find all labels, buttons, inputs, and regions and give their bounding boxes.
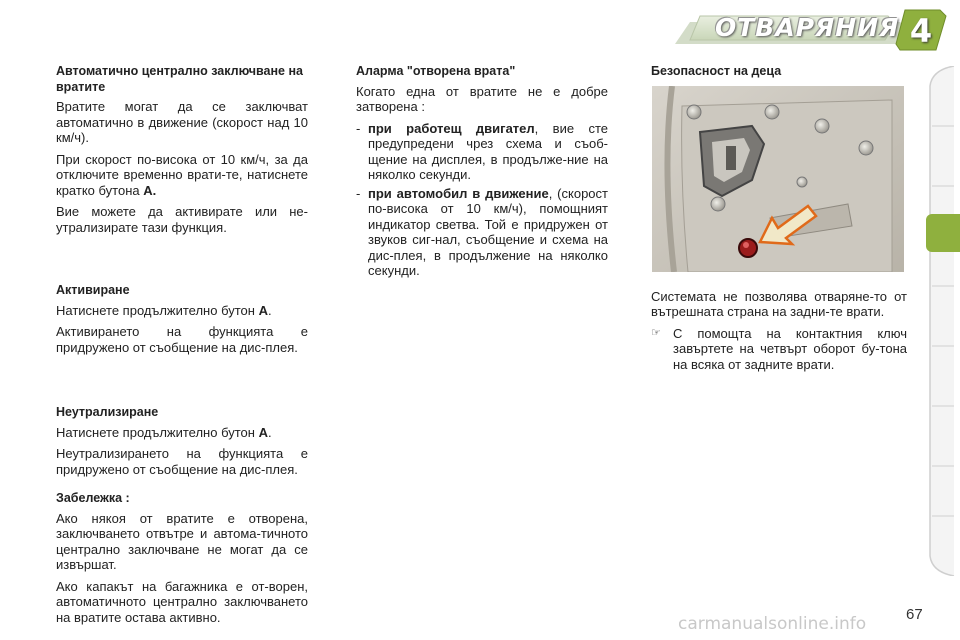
- paragraph: [56, 303, 308, 319]
- paragraph: Системата не позволява отваряне-то от вътрешната страна на задни-те врати.: [651, 288, 907, 319]
- section-title-activation: Активиране: [56, 283, 130, 297]
- paragraph: [56, 152, 308, 199]
- bold-term: при работещ двигател: [368, 120, 535, 136]
- section-title-child-safety: Безопасност на деца: [651, 64, 782, 78]
- chapter-sidebar: [926, 66, 956, 576]
- paragraph: [56, 425, 308, 441]
- button-ref: A: [258, 302, 268, 318]
- section-title-door-alarm: Аларма "отворена врата": [356, 64, 516, 78]
- paragraph: Активирането на функцията е придружено от съобщение на дис-плея.: [56, 324, 308, 355]
- section-title-note: Забележка :: [56, 491, 130, 505]
- list-item: [356, 186, 608, 279]
- paragraph: Вие можете да активирате или не-утрализирате тази функция.: [56, 204, 308, 235]
- bold-term: при автомобил в движение: [368, 185, 549, 201]
- text: При скорост по-висока от 10 км/ч, за да отключите временно врати-те, натиснете кратко бутона: [56, 151, 308, 198]
- text: , (скорост по-висока от 10 км/ч), помощният индикатор светва. Той е придружен от звуков сиг-нал, съобщение и схема на дис-плея, в продължение на няколко секунди.: [368, 185, 608, 278]
- paragraph: Ако някоя от вратите е отворена, заключването отвътре и автома-тичното централно заключване не могат да се извършат.: [56, 510, 308, 572]
- paragraph: Вратите могат да се заключват автоматично в движение (скорост над 10 км/ч).: [56, 99, 308, 145]
- list-text: [368, 121, 608, 183]
- list-text: [368, 186, 608, 279]
- page-number: 67: [906, 606, 923, 623]
- list-item: [356, 121, 608, 183]
- button-ref: A: [258, 424, 268, 440]
- paragraph: Когато една от вратите не е добре затворена :: [356, 83, 608, 114]
- watermark: carmanualsonline.info: [678, 614, 867, 634]
- button-ref: A.: [143, 182, 157, 198]
- text: .: [267, 302, 272, 318]
- section-title-auto-locking: Автоматично централно заключване на вратите: [56, 64, 303, 94]
- text: .: [267, 424, 272, 440]
- column-middle: [356, 64, 608, 282]
- text: Натиснете продължително бутон: [56, 302, 259, 318]
- paragraph: Неутрализирането на функцията е придружено от съобщение на дис-плея.: [56, 446, 308, 477]
- text: Натиснете продължително бутон: [56, 424, 259, 440]
- dash-marker: -: [356, 120, 361, 136]
- chapter-tab-active: [926, 214, 960, 252]
- page-header: [0, 0, 960, 56]
- hand-pointer-icon: ☞: [651, 326, 661, 339]
- chapter-number: 4: [909, 12, 933, 50]
- text: , вие сте предупредени чрез схема и съоб-щение на дисплея, в продълже-ние на няколко секунди.: [368, 120, 608, 182]
- list-text: С помощта на контактния ключ завъртете на четвърт оборот бу-тона на всяка от задните врати.: [673, 325, 907, 372]
- paragraph: Ако капакът на багажника е от-ворен, автоматичното централно заключването на вратите остава активно.: [56, 578, 308, 625]
- door-lock-photo: [652, 86, 904, 272]
- list-item: [651, 326, 907, 373]
- section-title-deactivation: Неутрализиране: [56, 405, 159, 419]
- chapter-title: ОТВАРЯНИЯ: [715, 13, 900, 42]
- column-left: [56, 64, 308, 631]
- dash-marker: -: [356, 185, 361, 201]
